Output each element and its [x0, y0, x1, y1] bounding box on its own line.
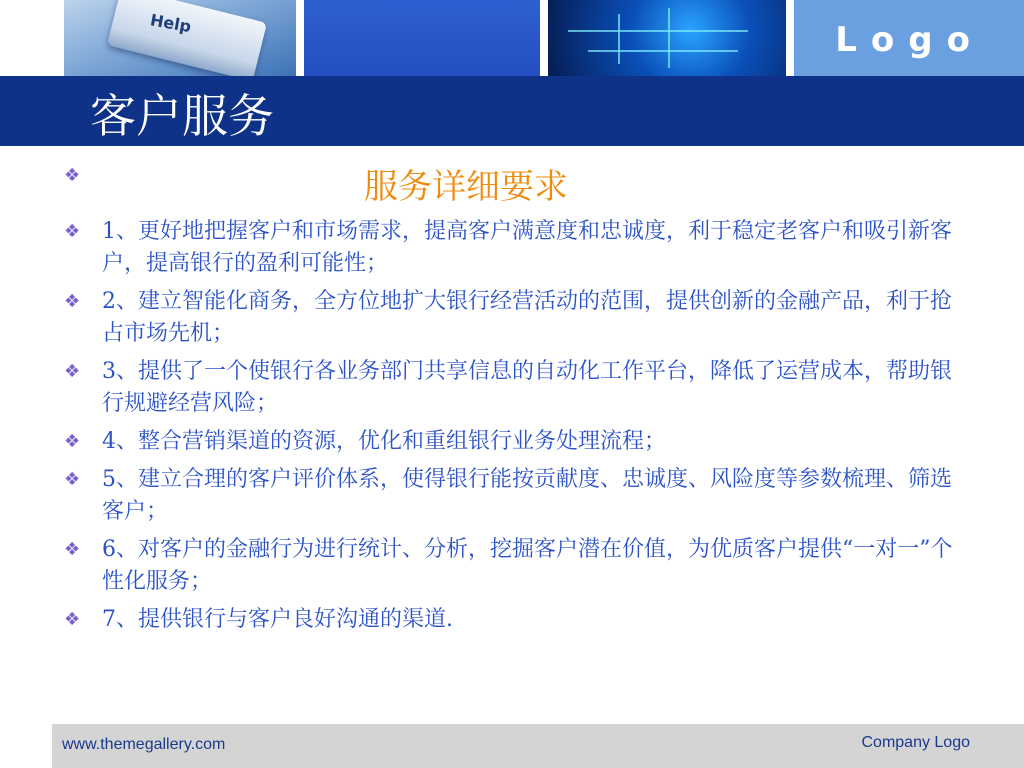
- logo-text: Logo: [835, 20, 984, 60]
- page-title: 客户服务: [90, 89, 274, 143]
- footer-url: www.themegallery.com: [62, 736, 226, 753]
- blue-panel-image: [304, 0, 540, 76]
- footer-bar: [52, 724, 1024, 768]
- list-item-text: 4、整合营销渠道的资源，优化和重组银行业务处理流程；: [102, 429, 666, 454]
- diamond-bullet-icon: ❖: [64, 469, 81, 490]
- diamond-bullet-icon: ❖: [64, 221, 81, 242]
- list-item: [64, 356, 954, 420]
- list-item-text: 7、提供银行与客户良好沟通的渠道.: [102, 607, 453, 632]
- list-item: [64, 464, 954, 528]
- heading-row: [64, 160, 954, 216]
- help-key-label: Help: [148, 10, 193, 37]
- footer-company-logo: Company Logo: [861, 734, 970, 751]
- list-item-text: 5、建立合理的客户评价体系，使得银行能按贡献度、忠诚度、风险度等参数梳理、筛选客户；: [102, 467, 952, 524]
- list-item: [64, 604, 954, 636]
- requirement-list: [64, 216, 954, 636]
- list-item-text: 1、更好地把握客户和市场需求，提高客户满意度和忠诚度，利于稳定老客户和吸引新客户，提高银行的盈利可能性；: [102, 219, 952, 276]
- list-item: [64, 286, 954, 350]
- content-area: [64, 160, 954, 642]
- list-item-text: 6、对客户的金融行为进行统计、分析，挖掘客户潜在价值，为优质客户提供“一对一”个性化服务；: [102, 537, 953, 594]
- diamond-bullet-icon: ❖: [64, 361, 81, 382]
- list-item-text: 3、提供了一个使银行各业务部门共享信息的自动化工作平台，降低了运营成本，帮助银行规避经营风险；: [102, 359, 952, 416]
- list-item: [64, 426, 954, 458]
- diamond-bullet-icon: ❖: [64, 291, 81, 312]
- diamond-bullet-icon: ❖: [64, 431, 81, 452]
- diamond-bullet-icon: ❖: [64, 539, 81, 560]
- help-key: [107, 0, 267, 76]
- list-item-text: 2、建立智能化商务，全方位地扩大银行经营活动的范围，提供创新的金融产品，利于抢占市场先机；: [102, 289, 952, 346]
- diamond-bullet-icon: ❖: [64, 165, 81, 186]
- keyboard-image: [64, 0, 296, 76]
- diamond-bullet-icon: ❖: [64, 609, 81, 630]
- logo-panel: [794, 0, 1024, 76]
- title-bar-accent: [0, 76, 64, 92]
- list-item: [64, 216, 954, 280]
- section-heading: 服务详细要求: [364, 167, 568, 207]
- list-item: [64, 534, 954, 598]
- circuit-image: [548, 0, 786, 76]
